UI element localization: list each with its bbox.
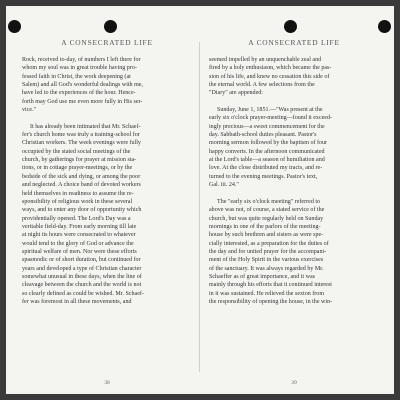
text-line: spiritual welfare of men. Nor were these efforts bbox=[22, 248, 137, 255]
text-line: of the sanctuary. It was always regarded by Mr. bbox=[209, 265, 324, 272]
right-page bbox=[209, 38, 379, 386]
text-line: fessed faith in Christ, the work deepening (at bbox=[22, 73, 131, 80]
text-line: Christian workers. The week evenings were fully bbox=[22, 140, 141, 147]
text-line: Salem) and all God's wonderful dealings with me, bbox=[22, 82, 143, 89]
text-line bbox=[209, 98, 379, 106]
text-line: held themselves in readiness to assume the re- bbox=[22, 190, 134, 197]
text-line: spasmodic or of short duration, but continued for bbox=[22, 257, 141, 264]
running-head: A CONSECRATED LIFE bbox=[248, 38, 340, 47]
text-line: so clearly defined as could be wished. Mr. Schaef- bbox=[22, 290, 144, 297]
text-line: morning sermon followed by the baptism of four bbox=[209, 140, 328, 147]
text-line: ways, and to enter any door of opportunity which bbox=[22, 207, 142, 214]
text-line: Sunday, June 1, 1851.—"Was present at the bbox=[217, 107, 323, 114]
text-line: love. At the close distributed my tracts, and re- bbox=[209, 165, 323, 172]
text-line: tions, or in cottage prayer-meetings, or by the bbox=[22, 165, 133, 172]
text-line bbox=[209, 190, 379, 198]
text-line: mornings in one of the parlors of the meeting- bbox=[209, 223, 321, 230]
page-number: 39 bbox=[291, 380, 297, 386]
page-number: 38 bbox=[104, 380, 110, 386]
punch-hole-icon bbox=[104, 20, 117, 33]
running-head: A CONSECRATED LIFE bbox=[61, 38, 153, 47]
text-line: somewhat unusual in these days, when the line of bbox=[22, 273, 142, 280]
text-line: happy converts. In the afternoon communicated bbox=[209, 148, 325, 155]
text-line: and neglected. A choice band of devoted workers bbox=[22, 182, 141, 189]
text-line: the responsibility of opening the house, in the win- bbox=[209, 298, 333, 305]
text-line: the day and for united prayer for the accompani- bbox=[209, 248, 327, 255]
text-line: sion of his life, and knew no cessation this side of bbox=[209, 73, 330, 80]
text-line: in it was sustained. He relieved the sexton from bbox=[209, 290, 325, 297]
text-line: early six o'clock prayer-meeting—found it exceed- bbox=[209, 115, 333, 122]
text-line: sponsibility of religious work in these several bbox=[22, 198, 133, 205]
text-line: The "early six o'clock meeting" referred to bbox=[217, 198, 321, 205]
text-line: turned to the evening meetings. Pastor's text, bbox=[209, 173, 318, 180]
text-line: the eternal world. A few selections from the bbox=[209, 82, 315, 89]
text-line: ingly precious—a sweet commencement for the bbox=[209, 123, 325, 130]
text-line: fired by a holy enthusiasm, which became the pas- bbox=[209, 65, 332, 72]
text-line: would tend to the glory of God or advance the bbox=[22, 240, 134, 247]
text-line: fer's church home was truly a training-school for bbox=[22, 132, 140, 139]
text-line: veritable field-day. From early morning till late bbox=[22, 223, 137, 230]
text-line: seemed impelled by an unquenchable zeal and bbox=[209, 57, 322, 63]
text-line: Gal. iii. 24." bbox=[209, 182, 239, 189]
text-line: mainly through his efforts that it continued interest bbox=[209, 282, 332, 289]
text-line: cleavage between the church and the world is not bbox=[22, 282, 142, 289]
text-line: vice." bbox=[22, 107, 37, 114]
text-line: church, but was quite regularly held on Sunday bbox=[209, 215, 324, 222]
text-line: bedside of the sick and dying, or among the poor bbox=[22, 173, 141, 180]
punch-hole-icon bbox=[284, 20, 297, 33]
text-line: occupied by the stated social meetings of the bbox=[22, 148, 131, 155]
punch-hole-icon bbox=[8, 20, 21, 33]
right-page-text bbox=[209, 56, 379, 306]
text-line: house by such brethren and sisters as were spe- bbox=[209, 232, 324, 239]
text-line: church, by gatherings for prayer at mission sta- bbox=[22, 157, 137, 164]
text-line: "Diary" are appended: bbox=[209, 90, 263, 97]
text-line bbox=[22, 114, 192, 122]
text-line: whom my soul was in great trouble having pro- bbox=[22, 65, 137, 72]
text-line: have led to the experiences of the hour. Hence- bbox=[22, 90, 136, 97]
left-page bbox=[22, 38, 192, 386]
text-line: Rock, received to-day, of numbers I left there for bbox=[22, 57, 141, 63]
text-line: cially interested, as a preparation for the duties of bbox=[209, 240, 329, 247]
text-line: forth may God use me even more fully in His ser- bbox=[22, 98, 143, 105]
page-gutter bbox=[199, 42, 200, 372]
text-line: years and developed a type of Christian character bbox=[22, 265, 142, 272]
text-line: at the Lord's table—a season of humiliation and bbox=[209, 157, 325, 164]
punch-hole-icon bbox=[378, 20, 391, 33]
text-line: providentially opened. The Lord's Day was a bbox=[22, 215, 131, 222]
text-line: Schaeffer as of great importance, and it was bbox=[209, 273, 316, 280]
text-line: day. Sabbath-school duties pleasant. Pastor's bbox=[209, 132, 317, 139]
text-line: It has already been intimated that Mr. Schaef- bbox=[30, 123, 141, 130]
text-line: at night its hours were consecrated to whatever bbox=[22, 232, 136, 239]
text-line: fer was foremost in all these movements, and bbox=[22, 298, 132, 305]
text-line: ment of the Holy Spirit in the various exercises bbox=[209, 257, 324, 264]
left-page-text bbox=[22, 56, 192, 306]
text-line: above was not, of course, a stated service of the bbox=[209, 207, 325, 214]
